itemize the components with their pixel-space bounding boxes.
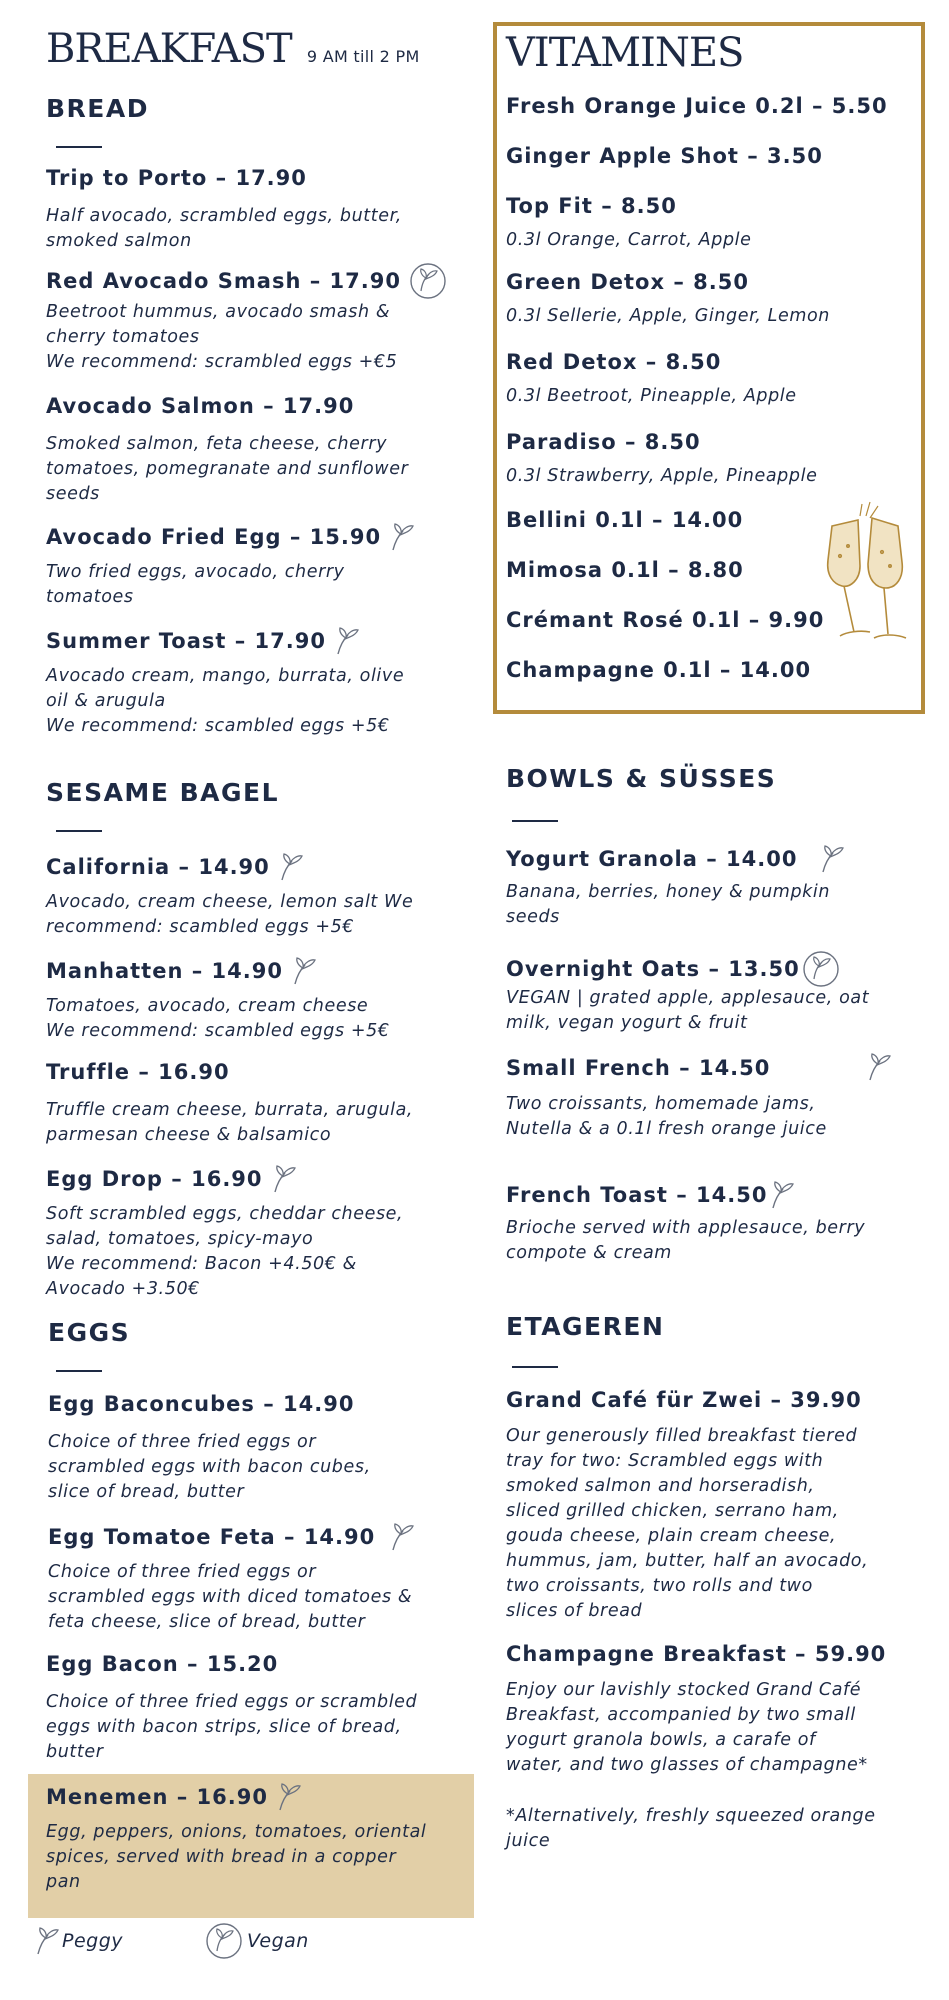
- menu-item-name: Avocado Fried Egg – 15.90: [46, 522, 415, 552]
- section-title-bowls: BOWLS & SÜSSES: [506, 764, 777, 793]
- opening-hours: 9 AM till 2 PM: [306, 47, 420, 66]
- section-divider: [56, 1370, 102, 1372]
- menu-item-desc: Smoked salmon, feta cheese, cherry tomatoes, pomegranate and sunflower seeds: [46, 434, 409, 504]
- section-divider: [512, 820, 558, 822]
- veggy-leaf-icon: [866, 1052, 892, 1082]
- menu-item-name: Yogurt Granola – 14.00: [506, 844, 845, 874]
- veggy-leaf-icon: [291, 956, 317, 986]
- legend-veggy-label: Peggy: [62, 1930, 124, 1952]
- menu-item-desc: Choice of three fried eggs or scrambled eggs with bacon strips, slice of bread, butter: [46, 1692, 418, 1762]
- menu-item-desc: Brioche served with applesauce, berry compote & cream: [506, 1218, 866, 1263]
- menu-item-name: Manhatten – 14.90: [46, 956, 317, 986]
- veggy-leaf-icon: [276, 1782, 302, 1812]
- menu-item-name: Egg Tomatoe Feta – 14.90: [48, 1522, 415, 1552]
- drink-name: Paradiso – 8.50: [506, 430, 701, 454]
- section-title-vitamines: VITAMINES: [506, 30, 744, 76]
- menu-item-name: Red Avocado Smash – 17.90: [46, 262, 447, 300]
- menu-item-desc: Egg, peppers, onions, tomatoes, oriental spices, served with bread in a copper pan: [46, 1822, 427, 1892]
- menu-item-desc: Truffle cream cheese, burrata, arugula, parmesan cheese & balsamico: [46, 1100, 414, 1145]
- section-title-etageren: ETAGEREN: [506, 1312, 665, 1341]
- section-title-bagel: SESAME BAGEL: [46, 778, 280, 807]
- menu-item-name: Champagne Breakfast – 59.90: [506, 1642, 887, 1666]
- drink-name: Top Fit – 8.50: [506, 194, 677, 218]
- vegan-icon: [409, 262, 447, 300]
- menu-item-name: Trip to Porto – 17.90: [46, 166, 307, 190]
- menu-item-desc: VEGAN | grated apple, applesauce, oat milk, vegan yogurt & fruit: [506, 988, 870, 1033]
- menu-item-name: French Toast – 14.50: [506, 1180, 795, 1210]
- menu-item-desc: Two fried eggs, avocado, cherry tomatoes: [46, 562, 345, 607]
- menu-item-name: Avocado Salmon – 17.90: [46, 394, 355, 418]
- menu-item-name: California – 14.90: [46, 852, 304, 882]
- menu-item-desc: Enjoy our lavishly stocked Grand Café Breakfast, accompanied by two small yogurt granola bowls, a carafe of water, and two glasses of champagne*: [506, 1680, 868, 1775]
- menu-item-name: Small French – 14.50: [506, 1056, 771, 1080]
- vegan-icon: [205, 1922, 243, 1960]
- veggy-leaf-icon: [819, 844, 845, 874]
- menu-item-name: Egg Bacon – 15.20: [46, 1652, 279, 1676]
- veggy-leaf-icon: [389, 1522, 415, 1552]
- drink-name: Red Detox – 8.50: [506, 350, 722, 374]
- drink-name: Ginger Apple Shot – 3.50: [506, 144, 823, 168]
- drink-name: Fresh Orange Juice 0.2l – 5.50: [506, 94, 888, 118]
- section-divider: [56, 146, 102, 148]
- drink-desc: 0.3l Strawberry, Apple, Pineapple: [506, 466, 818, 486]
- menu-item-desc: Choice of three fried eggs or scrambled eggs with diced tomatoes & feta cheese, slice of bread, butter: [48, 1562, 413, 1632]
- menu-item-name: Overnight Oats – 13.50: [506, 950, 840, 988]
- footnote: *Alternatively, freshly squeezed orange juice: [506, 1806, 876, 1851]
- page-title: BREAKFAST: [46, 26, 292, 72]
- drink-name: Crémant Rosé 0.1l – 9.90: [506, 608, 825, 632]
- menu-item-name: Grand Café für Zwei – 39.90: [506, 1388, 862, 1412]
- menu-item-desc: Two croissants, homemade jams, Nutella & a 0.1l fresh orange juice: [506, 1094, 827, 1139]
- menu-item-desc: Choice of three fried eggs or scrambled eggs with bacon cubes, slice of bread, butter: [48, 1432, 371, 1502]
- champagne-glasses-illustration: [810, 496, 920, 656]
- drink-desc: 0.3l Sellerie, Apple, Ginger, Lemon: [506, 306, 830, 326]
- menu-item-name: Summer Toast – 17.90: [46, 626, 360, 656]
- drink-desc: 0.3l Beetroot, Pineapple, Apple: [506, 386, 797, 406]
- section-divider: [512, 1366, 558, 1368]
- menu-item-name: Menemen – 16.90: [46, 1782, 302, 1812]
- legend: [34, 1922, 309, 1960]
- veggy-leaf-icon: [34, 1926, 60, 1956]
- legend-vegan-label: Vegan: [247, 1930, 309, 1952]
- menu-item-desc: Our generously filled breakfast tiered tray for two: Scrambled eggs with smoked salmon and horseradish, sliced grilled chicken, serrano ham, gouda cheese, plain cream cheese, hummus, jam, butter, half an avocado, two croissants, two rolls and two slices of bread: [506, 1426, 869, 1621]
- menu-item-desc: Avocado cream, mango, burrata, olive oil & arugula We recommend: scambled eggs +5€: [46, 666, 405, 736]
- drink-name: Bellini 0.1l – 14.00: [506, 508, 744, 532]
- section-title-bread: BREAD: [46, 94, 149, 123]
- veggy-leaf-icon: [769, 1180, 795, 1210]
- veggy-leaf-icon: [271, 1164, 297, 1194]
- breakfast-header: [46, 26, 420, 72]
- menu-item-desc: Tomatoes, avocado, cream cheese We recommend: scambled eggs +5€: [46, 996, 390, 1041]
- menu-item-desc: Soft scrambled eggs, cheddar cheese, salad, tomatoes, spicy-mayo We recommend: Bacon +4.50€ & Avocado +3.50€: [46, 1204, 404, 1299]
- menu-item-desc: Banana, berries, honey & pumpkin seeds: [506, 882, 831, 927]
- vegan-icon: [802, 950, 840, 988]
- menu-item-name: Egg Baconcubes – 14.90: [48, 1392, 355, 1416]
- drink-desc: 0.3l Orange, Carrot, Apple: [506, 230, 752, 250]
- drink-name: Green Detox – 8.50: [506, 270, 749, 294]
- menu-item-name: Egg Drop – 16.90: [46, 1164, 297, 1194]
- veggy-leaf-icon: [334, 626, 360, 656]
- veggy-leaf-icon: [389, 522, 415, 552]
- menu-item-name: Truffle – 16.90: [46, 1060, 230, 1084]
- veggy-leaf-icon: [278, 852, 304, 882]
- section-divider: [56, 830, 102, 832]
- menu-item-desc: Beetroot hummus, avocado smash & cherry tomatoes We recommend: scrambled eggs +€5: [46, 302, 398, 372]
- drink-name: Champagne 0.1l – 14.00: [506, 658, 812, 682]
- menu-item-desc: Half avocado, scrambled eggs, butter, smoked salmon: [46, 206, 402, 251]
- drink-name: Mimosa 0.1l – 8.80: [506, 558, 744, 582]
- section-title-eggs: EGGS: [48, 1318, 131, 1347]
- menu-item-desc: Avocado, cream cheese, lemon salt We recommend: scambled eggs +5€: [46, 892, 414, 937]
